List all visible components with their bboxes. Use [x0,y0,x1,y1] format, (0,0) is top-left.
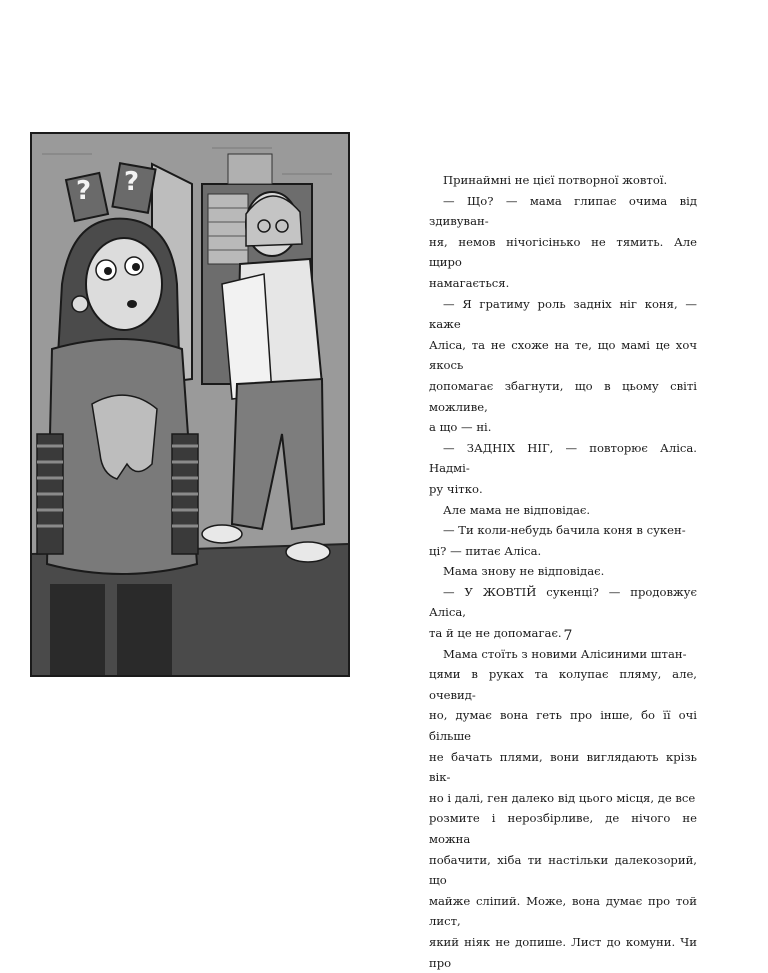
text-line: но, думає вона геть про інше, бо її очі більше [429,708,697,744]
text-line: та й це не допомагає. [429,626,562,641]
text-line: Аліса, та не схоже на те, що мамі це хоч якось [429,337,697,373]
question-mark-right: ? [124,167,140,197]
text-line: Але мама не відповідає. [443,502,591,517]
text-line: Мама стоїть з новими Алісиними штан- [443,646,687,661]
text-line: намагається. [429,275,510,290]
text-line: ці? — питає Аліса. [429,543,542,558]
text-line: Мама знову не відповідає. [443,564,605,579]
text-line: розмите і нерозбірливе, де нічого не можна [429,811,697,846]
text-line: допомагає збагнути, що в цьому світі можливе, [429,378,697,414]
text-line: — Я гратиму роль задніх ніг коня, — каже [429,296,697,332]
illustration [30,132,350,677]
text-line: — ЗАДНІХ НІГ, — повторює Аліса. Надмі- [429,440,697,476]
text-line: не бачать плями, вони виглядають крізь вік- [429,749,697,785]
illustration-drawing [32,134,348,675]
text-line: — Що? — мама глипає очима від здивуван- [429,193,697,229]
text-line: — Ти коли-небудь бачила коня в сукен- [443,523,686,538]
text-line: майже сліпий. Може, вона думає про той лист, [429,893,697,929]
text-line: Принаймні не цієї потворної жовтої. [443,173,668,187]
text-line: побачити, хіба ти настільки далекозорий, що [429,852,697,888]
text-line: цями в руках та колупає пляму, але, очевид- [429,667,697,702]
page-number: 7 [563,628,573,644]
text-line: — У ЖОВТІЙ сукенці? — продовжує Аліса, [429,584,697,620]
text-line: ру чітко. [429,481,483,496]
question-mark-left: ? [76,176,92,206]
text-line: но і далі, ген далеко від цього місця, де все [429,790,696,805]
text-line: а що — ні. [429,420,492,435]
body-text [429,170,697,973]
text-line: який ніяк не допише. Лист до комуни. Чи про [429,934,697,970]
text-line: ня, немов нічогісінько не тямить. Але щиро [429,234,697,270]
